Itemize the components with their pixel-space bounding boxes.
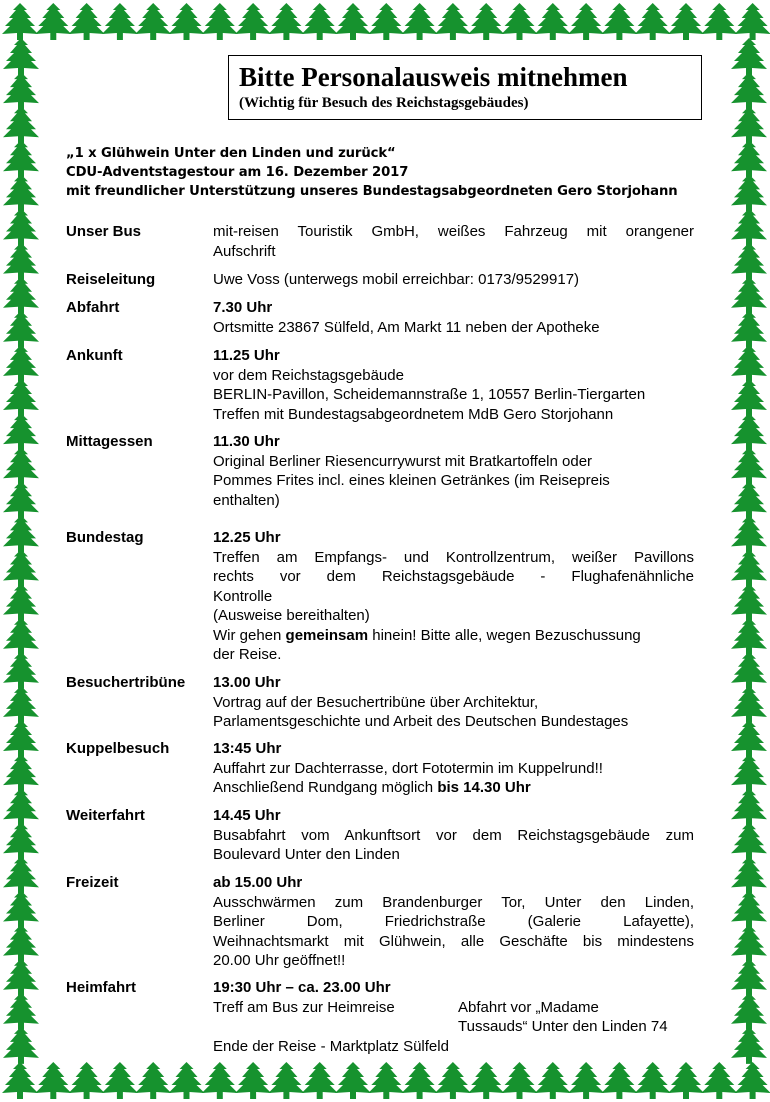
row-label: Besuchertribüne [66,674,186,691]
tree-icon [3,345,39,382]
tree-icon [3,311,39,348]
tree-icon [3,140,39,177]
row-time: 14.45 Uhr [213,807,281,824]
tree-icon [731,277,767,314]
tree-icon [69,1062,105,1099]
value-line: Treffen am Empfangs- und Kontrollzentrum, weißer Pavillons [213,548,694,566]
tree-icon [3,209,39,246]
tree-icon [435,1062,471,1099]
departure-point: Abfahrt vor „Madame [458,998,599,1016]
tree-icon [102,3,138,40]
tree-icon [402,1062,438,1099]
row-value [213,298,694,337]
value-line: mit-reisen Touristik GmbH, weißes Fahrzeug mit orangener [213,223,694,240]
row-value [213,806,694,865]
tree-icon [468,3,504,40]
tree-icon [735,1062,770,1099]
tree-icon [368,1062,404,1099]
tree-icon [502,3,538,40]
tree-icon [3,1027,39,1064]
tree-icon [3,38,39,75]
tree-icon [701,3,737,40]
value-line: Boulevard Unter den Linden [213,846,400,863]
tree-icon [731,993,767,1030]
meeting-point: Treff am Bus zur Heimreise [213,998,395,1016]
row-label: Freizeit [66,874,119,891]
row-time: 13.00 Uhr [213,674,281,691]
tour-title: CDU-Adventstagestour am 16. Dezember 2017 [66,165,409,180]
tree-icon [335,3,371,40]
tree-icon [335,1062,371,1099]
tree-icon [731,856,767,893]
value-line: Berliner Dom, Friedrichstraße (Galerie Lafayette), [213,913,694,930]
value-line: Ende der Reise - Marktplatz Sülfeld [213,1037,449,1055]
tree-icon [3,652,39,689]
row-value [213,873,694,971]
tree-icon [3,788,39,825]
row-time: 11.30 Uhr [213,433,280,450]
tree-icon [3,618,39,655]
tree-icon [568,3,604,40]
value-line: Ausschwärmen zum Brandenburger Tor, Unter den Linden, [213,893,694,911]
row-time: 11.25 Uhr [213,347,280,364]
value-line: Tussauds“ Unter den Linden 74 [458,1018,668,1035]
row-value [213,432,694,510]
tree-icon [535,3,571,40]
row-value [213,270,694,290]
row-value [213,978,694,1056]
tree-icon [468,1062,504,1099]
tree-icon [3,515,39,552]
tree-icon [3,243,39,280]
tree-icon [731,515,767,552]
tree-icon [731,38,767,75]
tree-icon [3,481,39,518]
row-time: 12.25 Uhr [213,529,281,546]
tree-icon [169,3,205,40]
tree-icon [268,1062,304,1099]
row-label: Ankunft [66,347,123,364]
tree-icon [731,550,767,587]
row-label: Weiterfahrt [66,807,145,824]
value-line: Busabfahrt vom Ankunftsort vor dem Reichstagsgebäude zum [213,826,694,844]
tree-icon [3,277,39,314]
row-value [213,528,694,665]
value-line: 20.00 Uhr geöffnet!! [213,952,346,969]
tree-icon [302,1062,338,1099]
tree-icon [731,720,767,757]
tree-icon [3,72,39,109]
notice-title: Bitte Personalausweis mitnehmen [239,62,628,92]
tree-icon [668,3,704,40]
tree-icon [2,3,38,40]
tour-support: mit freundlicher Unterstützung unseres Bundestagsabgeordneten Gero Storjohann [66,184,678,199]
value-line: Anschließend Rundgang möglich bis 14.30 Uhr [213,779,531,796]
tree-icon [3,447,39,484]
tree-icon [731,686,767,723]
tree-icon [3,754,39,791]
row-label: Heimfahrt [66,979,137,996]
tree-icon [3,959,39,996]
value-line: Ortsmitte 23867 Sülfeld, Am Markt 11 neben der Apotheke [213,318,600,336]
tree-icon [731,447,767,484]
tree-icon [3,856,39,893]
value-line: Original Berliner Riesencurrywurst mit Bratkartoffeln oder [213,452,593,470]
tree-icon [635,1062,671,1099]
row-time: ab 15.00 Uhr [213,874,303,891]
row-label: Bundestag [66,529,144,546]
value-line: Treffen mit Bundestagsabgeordnetem MdB Gero Storjohann [213,405,614,423]
tree-icon [3,379,39,416]
row-value [213,222,694,261]
tree-icon [35,1062,71,1099]
tree-icon [135,3,171,40]
tree-icon [731,413,767,450]
tree-icon [731,379,767,416]
tree-icon [731,788,767,825]
tree-icon [601,1062,637,1099]
tree-icon [202,1062,238,1099]
notice-subtitle: (Wichtig für Besuch des Reichstagsgebäudes) [239,95,529,111]
tree-icon [535,1062,571,1099]
tree-icon [3,174,39,211]
tree-icon [731,891,767,928]
value-line: rechts vor dem Reichstagsgebäude - Flughafenähnliche [213,568,694,585]
row-time: 13:45 Uhr [213,740,282,757]
tree-icon [731,72,767,109]
row-label: Abfahrt [66,299,120,316]
tree-icon [69,3,105,40]
value-line: vor dem Reichstagsgebäude [213,366,404,384]
tree-icon [731,311,767,348]
value-line: Weihnachtsmarkt mit Glühwein, alle Geschäfte bis mindestens [213,932,694,950]
tour-motto: „1 x Glühwein Unter den Linden und zurück“ [66,146,396,161]
value-line: Parlamentsgeschichte und Arbeit des Deutschen Bundestages [213,713,629,730]
tree-icon [731,481,767,518]
tree-icon [235,1062,271,1099]
row-label: Reiseleitung [66,271,156,288]
tree-icon [731,345,767,382]
tree-icon [731,925,767,962]
tree-icon [731,584,767,621]
tree-icon [302,3,338,40]
value-line: der Reise. [213,646,282,663]
value-line: Vortrag auf der Besuchertribüne über Architektur, [213,693,539,711]
row-value [213,346,694,424]
tree-icon [2,1062,38,1099]
row-label: Kuppelbesuch [66,740,170,757]
tree-icon [601,3,637,40]
tree-icon [102,1062,138,1099]
value-line [213,998,694,1018]
tree-icon [435,3,471,40]
tree-icon [3,993,39,1030]
tree-icon [731,174,767,211]
tree-icon [731,754,767,791]
tree-icon [3,925,39,962]
value-line: Kontrolle [213,587,273,605]
tree-icon [268,3,304,40]
tree-icon [731,959,767,996]
tree-icon [668,1062,704,1099]
value-line: enthalten) [213,491,280,509]
value-line: (Ausweise bereithalten) [213,607,370,624]
tree-icon [3,550,39,587]
row-label: Mittagessen [66,433,153,450]
tree-icon [3,106,39,143]
tree-icon [3,413,39,450]
value-line: Aufschrift [213,242,276,260]
value-line: Auffahrt zur Dachterrasse, dort Fototermin im Kuppelrund!! [213,759,603,777]
tree-icon [3,891,39,928]
tree-icon [735,3,770,40]
tree-icon [731,1027,767,1064]
tree-icon [731,140,767,177]
tree-icon [135,1062,171,1099]
tree-icon [235,3,271,40]
tree-icon [731,243,767,280]
value-line: Wir gehen gemeinsam hinein! Bitte alle, wegen Bezuschussung [213,626,641,644]
tree-icon [568,1062,604,1099]
value-line: Pommes Frites incl. eines kleinen Getränkes (im Reisepreis [213,472,610,489]
tree-icon [502,1062,538,1099]
value-line: Uwe Voss (unterwegs mobil erreichbar: 0173/9529917) [213,271,580,288]
tree-icon [202,3,238,40]
tree-icon [402,3,438,40]
tree-icon [169,1062,205,1099]
tree-icon [701,1062,737,1099]
tree-icon [731,652,767,689]
tree-icon [731,209,767,246]
row-value [213,739,694,798]
tree-icon [731,106,767,143]
tree-icon [731,618,767,655]
tree-icon [731,822,767,859]
row-value [213,673,694,732]
row-time: 19:30 Uhr – ca. 23.00 Uhr [213,979,391,996]
tree-icon [635,3,671,40]
tree-icon [35,3,71,40]
tree-icon [3,822,39,859]
row-time: 7.30 Uhr [213,299,273,316]
tree-icon [3,584,39,621]
value-line: BERLIN-Pavillon, Scheidemannstraße 1, 10557 Berlin-Tiergarten [213,386,646,403]
tree-icon [3,686,39,723]
id-card-notice [228,55,702,120]
tree-icon [3,720,39,757]
tree-icon [368,3,404,40]
row-label: Unser Bus [66,223,142,240]
